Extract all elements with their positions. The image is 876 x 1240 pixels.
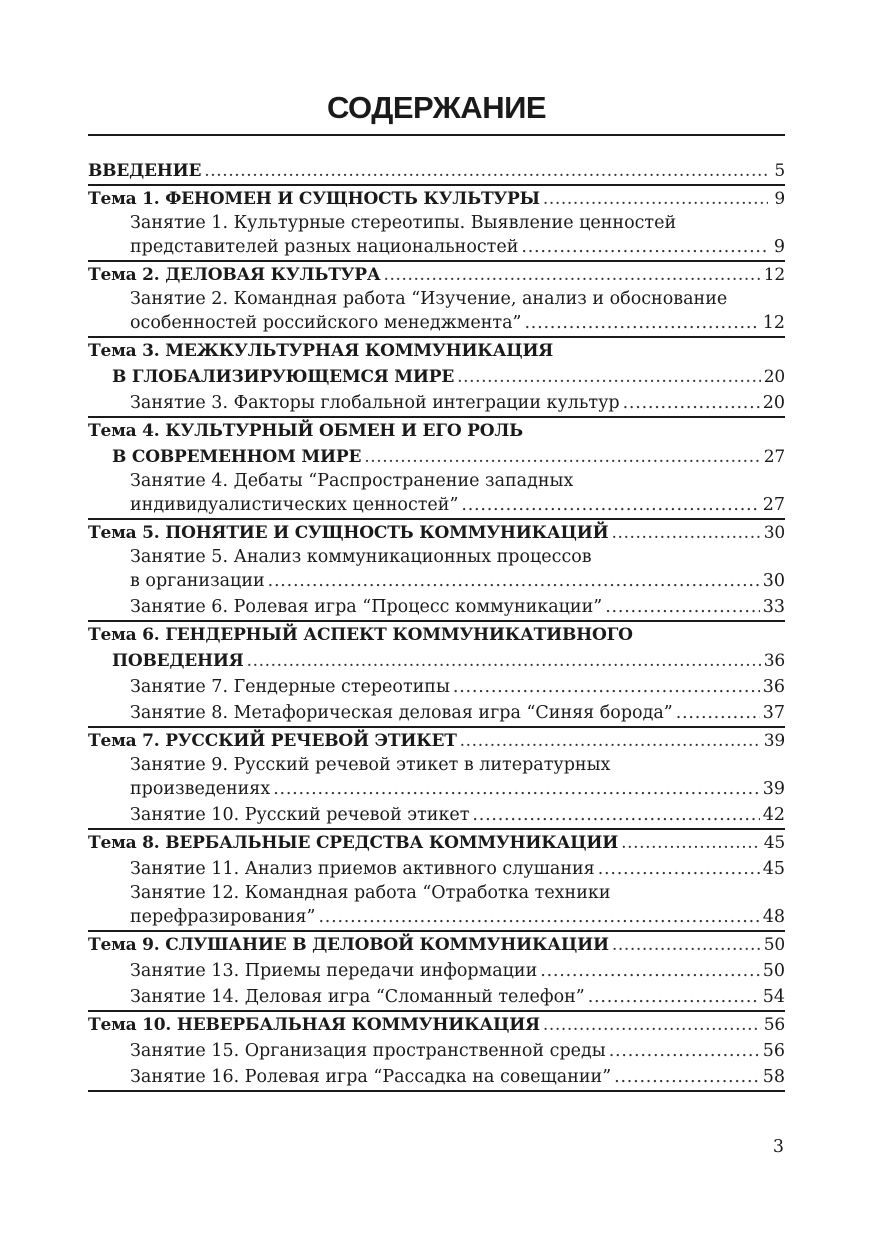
toc-entry-text: Занятие 1. Культурные стереотипы. Выявление ценностей [130,213,677,233]
toc-topic-line[interactable] [88,728,785,754]
toc-entry-text: Тема 7. РУССКИЙ РЕЧЕВОЙ ЭТИКЕТ [88,731,457,751]
toc-entry-text: Занятие 13. Приемы передачи информации [130,961,538,981]
toc-topic-line[interactable] [88,364,785,390]
toc-entry-text: Занятие 6. Ролевая игра “Процесс коммуникации” [130,597,603,617]
toc-entry-text: особенностей российского менеджмента” [130,313,522,333]
toc-entry-text: Тема 10. НЕВЕРБАЛЬНАЯ КОММУНИКАЦИЯ [88,1015,540,1035]
toc-entry-text: Занятие 9. Русский речевой этикет в литературных [130,755,611,775]
toc-page-number: 39 [763,731,785,751]
toc-lesson-line[interactable] [88,700,785,726]
toc-topic-line[interactable] [88,338,785,364]
dot-leader [540,958,759,984]
title-divider [88,134,785,136]
toc-entry-text: Тема 3. МЕЖКУЛЬТУРНАЯ КОММУНИКАЦИЯ [88,341,554,361]
toc-page-number: 37 [762,703,785,723]
toc-page-number: 39 [762,779,785,799]
toc-entry-text: Занятие 14. Деловая игра “Сломанный телефон” [130,987,585,1007]
dot-leader [623,390,760,416]
toc-entry-text: индивидуалистических ценностей” [130,495,459,515]
toc-topic-line[interactable] [88,262,785,288]
toc-topic-line[interactable] [88,932,785,958]
toc-entry-text: Занятие 8. Метафорическая деловая игра “Синяя борода” [130,703,673,723]
toc-entry-text: Занятие 7. Гендерные стереотипы [130,677,450,697]
toc-topic [88,728,785,830]
toc-page-number: 45 [762,859,785,879]
toc-page-number: 20 [762,393,785,413]
dot-leader [460,728,761,754]
toc-page-number: 12 [763,265,785,285]
toc-lesson-line[interactable] [88,904,785,930]
dot-leader [612,520,761,546]
toc-lesson-line[interactable] [88,674,785,700]
toc-page-number: 36 [763,651,785,671]
toc-page-number: 54 [762,987,785,1007]
toc-topic-line[interactable] [88,186,785,212]
toc-lesson-line[interactable] [88,212,785,234]
toc-entry-text: Тема 9. СЛУШАНИЕ В ДЕЛОВОЙ КОММУНИКАЦИИ [88,935,609,955]
toc-topic-line[interactable] [88,520,785,546]
page-number: 3 [772,1137,784,1157]
dot-leader [383,262,760,288]
toc-topic-line[interactable] [88,444,785,470]
dot-leader [588,984,760,1010]
toc-page-number: 9 [774,189,785,209]
dot-leader [472,802,759,828]
dot-leader [247,648,761,674]
toc-lesson-line[interactable] [88,754,785,776]
toc-page-number: 50 [763,935,785,955]
toc-page-number: 20 [763,367,785,387]
toc-lesson-line[interactable] [88,802,785,828]
toc-lesson-line[interactable] [88,856,785,882]
toc-entry-text: ПОВЕДЕНИЯ [112,651,244,671]
toc-topic [88,262,785,338]
toc-entry-text: Занятие 12. Командная работа “Отработка техники [130,883,611,903]
toc-topic [88,186,785,262]
toc-entry-text: Занятие 15. Организация пространственной среды [130,1041,606,1061]
toc-lesson-line[interactable] [88,1064,785,1090]
toc-page-number: 12 [762,313,785,333]
dot-leader [273,776,760,802]
toc-lesson-line[interactable] [88,390,785,416]
toc-page-number: 42 [762,805,785,825]
toc-lesson-line[interactable] [88,984,785,1010]
toc-lesson-line[interactable] [88,958,785,984]
toc-topic [88,418,785,520]
toc-lesson-line[interactable] [88,288,785,310]
toc-entry-text: Тема 5. ПОНЯТИЕ И СУЩНОСТЬ КОММУНИКАЦИЙ [88,523,609,543]
dot-leader [461,492,759,518]
toc-topic [88,520,785,622]
toc-entry-text: Занятие 4. Дебаты “Распространение западных [130,471,574,491]
table-of-contents [88,158,785,1092]
toc-entry-text: Тема 1. ФЕНОМЕН И СУЩНОСТЬ КУЛЬТУРЫ [88,189,540,209]
toc-page-number: 56 [763,1015,785,1035]
toc-entry-text: Тема 4. КУЛЬТУРНЫЙ ОБМЕН И ЕГО РОЛЬ [88,421,524,441]
toc-lesson-line[interactable] [88,594,785,620]
toc-entry-text: Занятие 16. Ролевая игра “Рассадка на совещании” [130,1067,612,1087]
toc-topic [88,158,785,186]
toc-entry-text: Тема 6. ГЕНДЕРНЫЙ АСПЕКТ КОММУНИКАТИВНОГО [88,625,633,645]
toc-page-number: 5 [774,161,785,181]
toc-entry-text: Занятие 5. Анализ коммуникационных процессов [130,547,592,567]
toc-lesson-line[interactable] [88,470,785,492]
dot-leader [453,674,760,700]
dot-leader [524,310,759,336]
dot-leader [543,186,768,212]
toc-topic [88,622,785,728]
toc-topic-line[interactable] [88,622,785,648]
toc-topic [88,932,785,1012]
toc-page-number: 48 [762,907,785,927]
toc-page-number: 33 [762,597,785,617]
toc-entry-text: произведениях [130,779,271,799]
dot-leader [609,1038,760,1064]
toc-lesson-line[interactable] [88,492,785,518]
dot-leader [621,830,761,856]
toc-page-number: 50 [762,961,785,981]
toc-page-number: 27 [763,447,785,467]
toc-page-number: 30 [762,571,785,591]
dot-leader [598,856,760,882]
dot-leader [676,700,760,726]
toc-lesson-line[interactable] [88,568,785,594]
toc-entry-text: представителей разных национальностей [130,237,519,257]
toc-lesson-line[interactable] [88,234,785,260]
toc-topic-line[interactable] [88,158,785,184]
toc-page-number: 9 [773,237,785,257]
toc-topic-line[interactable] [88,648,785,674]
toc-entry-text: В СОВРЕМЕННОМ МИРЕ [112,447,362,467]
toc-topic [88,338,785,418]
dot-leader [614,1064,760,1090]
toc-topic-line[interactable] [88,418,785,444]
toc-entry-text: Тема 2. ДЕЛОВАЯ КУЛЬТУРА [88,265,381,285]
dot-leader [364,444,761,470]
dot-leader [268,568,760,594]
toc-lesson-line[interactable] [88,776,785,802]
dot-leader [543,1012,761,1038]
toc-topic [88,1012,785,1092]
toc-entry-text: В ГЛОБАЛИЗИРУЮЩЕМСЯ МИРЕ [112,367,455,387]
toc-entry-text: Тема 8. ВЕРБАЛЬНЫЕ СРЕДСТВА КОММУНИКАЦИИ [88,833,619,853]
toc-entry-text: перефразирования” [130,907,316,927]
toc-entry-text: в организации [130,571,265,591]
toc-lesson-line[interactable] [88,882,785,904]
toc-page-number: 58 [762,1067,785,1087]
dot-leader [521,234,768,260]
toc-topic-line[interactable] [88,830,785,856]
toc-entry-text: ВВЕДЕНИЕ [88,161,202,181]
toc-lesson-line[interactable] [88,1038,785,1064]
toc-entry-text: Занятие 11. Анализ приемов активного слушания [130,859,595,879]
page-title: СОДЕРЖАНИЕ [326,90,547,125]
dot-leader [318,904,759,930]
toc-lesson-line[interactable] [88,546,785,568]
toc-page-number: 27 [762,495,785,515]
toc-entry-text: Занятие 3. Факторы глобальной интеграции культур [130,393,620,413]
toc-lesson-line[interactable] [88,310,785,336]
toc-page-number: 45 [763,833,785,853]
toc-page-number: 30 [763,523,785,543]
dot-leader [605,594,760,620]
dot-leader [457,364,761,390]
toc-page-number: 56 [762,1041,785,1061]
dot-leader [204,158,768,184]
toc-entry-text: Занятие 2. Командная работа “Изучение, анализ и обоснование [130,289,728,309]
dot-leader [612,932,761,958]
toc-page-number: 36 [762,677,785,697]
toc-topic [88,830,785,932]
toc-entry-text: Занятие 10. Русский речевой этикет [130,805,470,825]
toc-topic-line[interactable] [88,1012,785,1038]
